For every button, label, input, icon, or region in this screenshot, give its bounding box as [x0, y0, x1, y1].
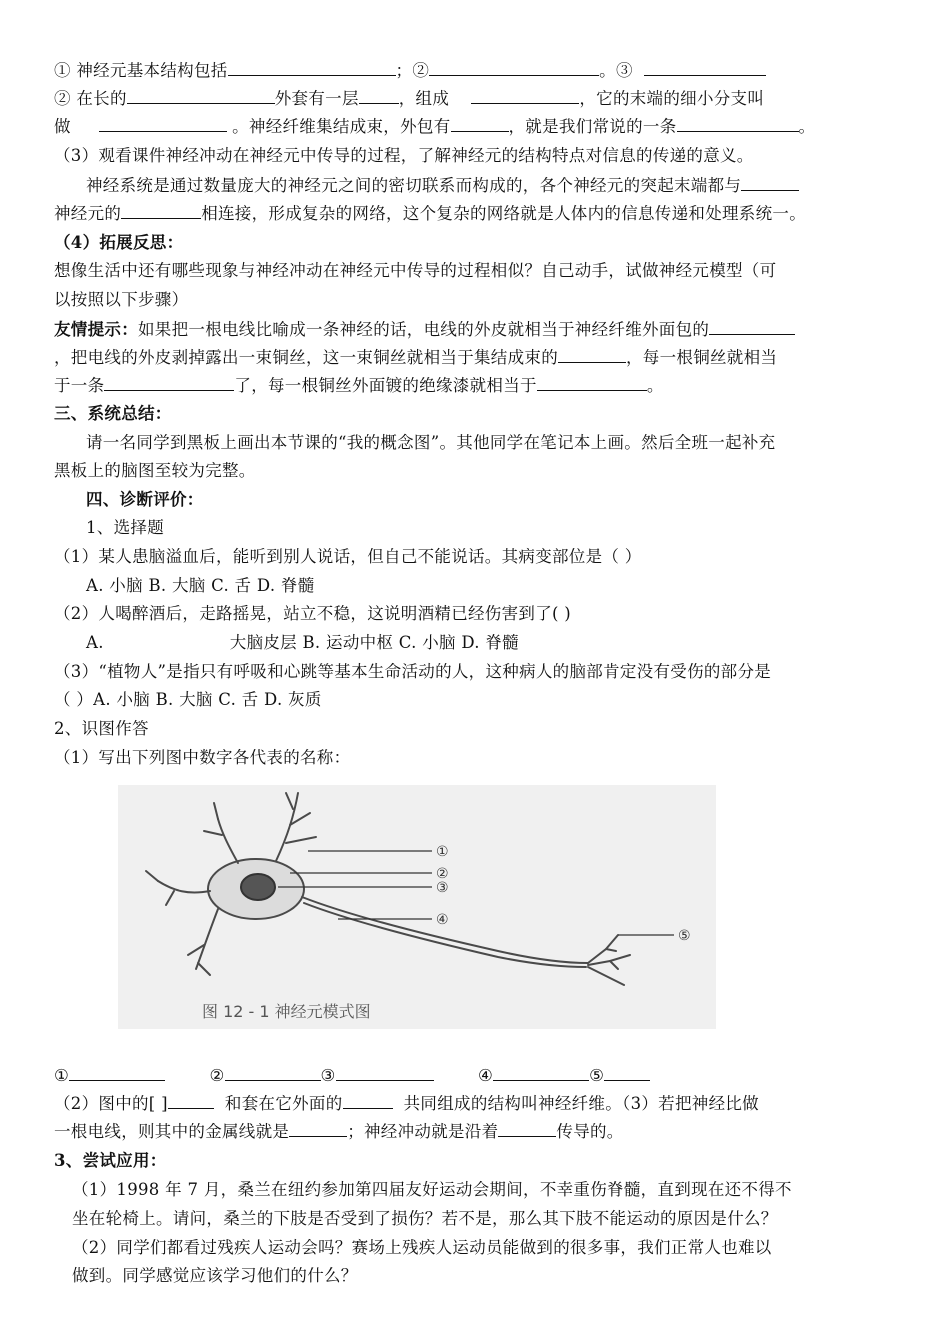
para-imagine-2: 以按照以下步骤）: [54, 290, 189, 309]
question-3-options: （ ）A. 小脑 B. 大脑 C. 舌 D. 灰质: [54, 690, 322, 709]
heading-application: 3、尝试应用：: [54, 1151, 167, 1170]
question-2-options: A. 大脑皮层 B. 运动中枢 C. 小脑 D. 脊髓: [86, 633, 519, 652]
application-1a: （1）1998 年 7 月，桑兰在纽约参加第四届友好运动会期间，不幸重伤脊髓，直到现在还不得不: [72, 1180, 792, 1199]
blank-insulation[interactable]: [537, 374, 647, 391]
blank-bundle[interactable]: [558, 346, 626, 363]
tip-label: 友情提示：: [54, 320, 138, 339]
para-network-1: 神经系统是通过数量庞大的神经元之间的密切联系而构成的，各个神经元的突起末端都与: [86, 174, 799, 197]
figure-answers: ① ② ③ ④ ⑤: [54, 1064, 650, 1087]
para-network-2: 神经元的 相连接，形成复杂的网络，这个复杂的网络就是人体内的信息传递和处理系统一。: [54, 204, 807, 223]
figure-question-3: 一根电线，则其中的金属线就是 ；神经冲动就是沿着 传导的。: [54, 1122, 624, 1141]
text: ① 神经元基本结构包括: [54, 61, 228, 80]
blank-structure-1[interactable]: [228, 59, 396, 76]
blank-outer[interactable]: [709, 318, 795, 335]
blank-fiber-core[interactable]: [168, 1092, 214, 1109]
blank-wire[interactable]: [104, 374, 234, 391]
fill-line-3: 做 。神经纤维集结成束，外包有 ，就是我们常说的一条 。: [54, 117, 816, 136]
blank-fiber-sheath[interactable]: [343, 1092, 393, 1109]
figure-label-5: ⑤: [678, 928, 691, 944]
blank-conduct[interactable]: [498, 1120, 556, 1137]
tip-line-3: 于一条 了，每一根铜丝外面镀的绝缘漆就相当于 。: [54, 376, 664, 395]
answer-blank-3[interactable]: [336, 1064, 434, 1081]
heading-figure-task: 2、识图作答: [54, 719, 149, 738]
figure-caption: 图 12 - 1 神经元模式图: [202, 1002, 371, 1021]
application-2b: 做到。同学感觉应该学习他们的什么？: [72, 1266, 358, 1285]
tip-line-2: ，把电线的外皮剥掉露出一束铜丝，这一束铜丝就相当于集结成束的 ，每一根铜丝就相当: [54, 348, 778, 367]
blank-wrap[interactable]: [451, 115, 509, 132]
para-summary-2: 黑板上的脑图至较为完整。: [54, 461, 256, 480]
blank-connect[interactable]: [121, 202, 201, 219]
answer-blank-4[interactable]: [493, 1064, 589, 1081]
blank-composed[interactable]: [471, 87, 579, 104]
answer-blank-5[interactable]: [604, 1064, 650, 1081]
figure-label-1: ①: [436, 844, 449, 860]
blank-structure-2[interactable]: [429, 59, 599, 76]
application-1b: 坐在轮椅上。请问，桑兰的下肢是否受到了损伤？若不是，那么其下肢不能运动的原因是什么？: [72, 1209, 778, 1228]
answer-blank-1[interactable]: [69, 1064, 165, 1081]
heading-summary: 三、系统总结：: [54, 404, 172, 423]
blank-other[interactable]: [741, 174, 799, 191]
figure-label-2: ②: [436, 866, 449, 882]
blank-structure-3[interactable]: [644, 59, 766, 76]
fill-line-2: ② 在长的 外套有一层 ，组成 ，它的末端的细小分支叫: [54, 89, 765, 108]
figure-question-2: （2）图中的[ ] 和套在它外面的 共同组成的结构叫神经纤维。（3）若把神经比做: [54, 1094, 759, 1113]
question-2: （2）人喝醉酒后，走路摇晃，站立不稳，这说明酒精已经伤害到了( ): [54, 604, 572, 623]
fill-line-1: ① 神经元基本结构包括 ；② 。③: [54, 59, 766, 82]
answer-blank-2[interactable]: [225, 1064, 321, 1081]
para-summary-1: 请一名同学到黑板上画出本节课的“我的概念图”。其他同学在笔记本上画。然后全班一起补充: [86, 433, 776, 452]
application-2a: （2）同学们都看过残疾人运动会吗？赛场上残疾人运动员能做到的很多事，我们正常人也难以: [72, 1238, 772, 1257]
neuron-figure: [118, 785, 716, 1029]
heading-reflection: （4）拓展反思：: [54, 233, 184, 252]
blank-ending[interactable]: [99, 115, 227, 132]
blank-nerve[interactable]: [677, 115, 799, 132]
figure-label-4: ④: [436, 912, 449, 928]
figure-instruction: （1）写出下列图中数字各代表的名称：: [54, 748, 351, 767]
heading-choice: 1、选择题: [86, 518, 164, 537]
blank-sheath[interactable]: [359, 87, 399, 104]
tip-line-1: 友情提示：如果把一根电线比喻成一条神经的话，电线的外皮就相当于神经纤维外面包的: [54, 318, 795, 341]
heading-evaluation: 四、诊断评价：: [86, 490, 204, 509]
question-1: （1）某人患脑溢血后，能听到别人说话，但自己不能说话。其病变部位是（ ）: [54, 547, 642, 566]
para-imagine-1: 想像生活中还有哪些现象与神经冲动在神经元中传导的过程相似？自己动手，试做神经元模型（可: [54, 261, 777, 280]
question-1-options: A. 小脑 B. 大脑 C. 舌 D. 脊髓: [86, 576, 315, 595]
para-observe: （3）观看课件神经冲动在神经元中传导的过程，了解神经元的结构特点对信息的传递的意义。: [54, 146, 754, 165]
question-3: （3）“植物人”是指只有呼吸和心跳等基本生命活动的人，这种病人的脑部肯定没有受伤的部分是: [54, 662, 772, 681]
blank-long-process[interactable]: [127, 87, 275, 104]
blank-metal-wire[interactable]: [289, 1120, 347, 1137]
figure-label-3: ③: [436, 880, 449, 896]
